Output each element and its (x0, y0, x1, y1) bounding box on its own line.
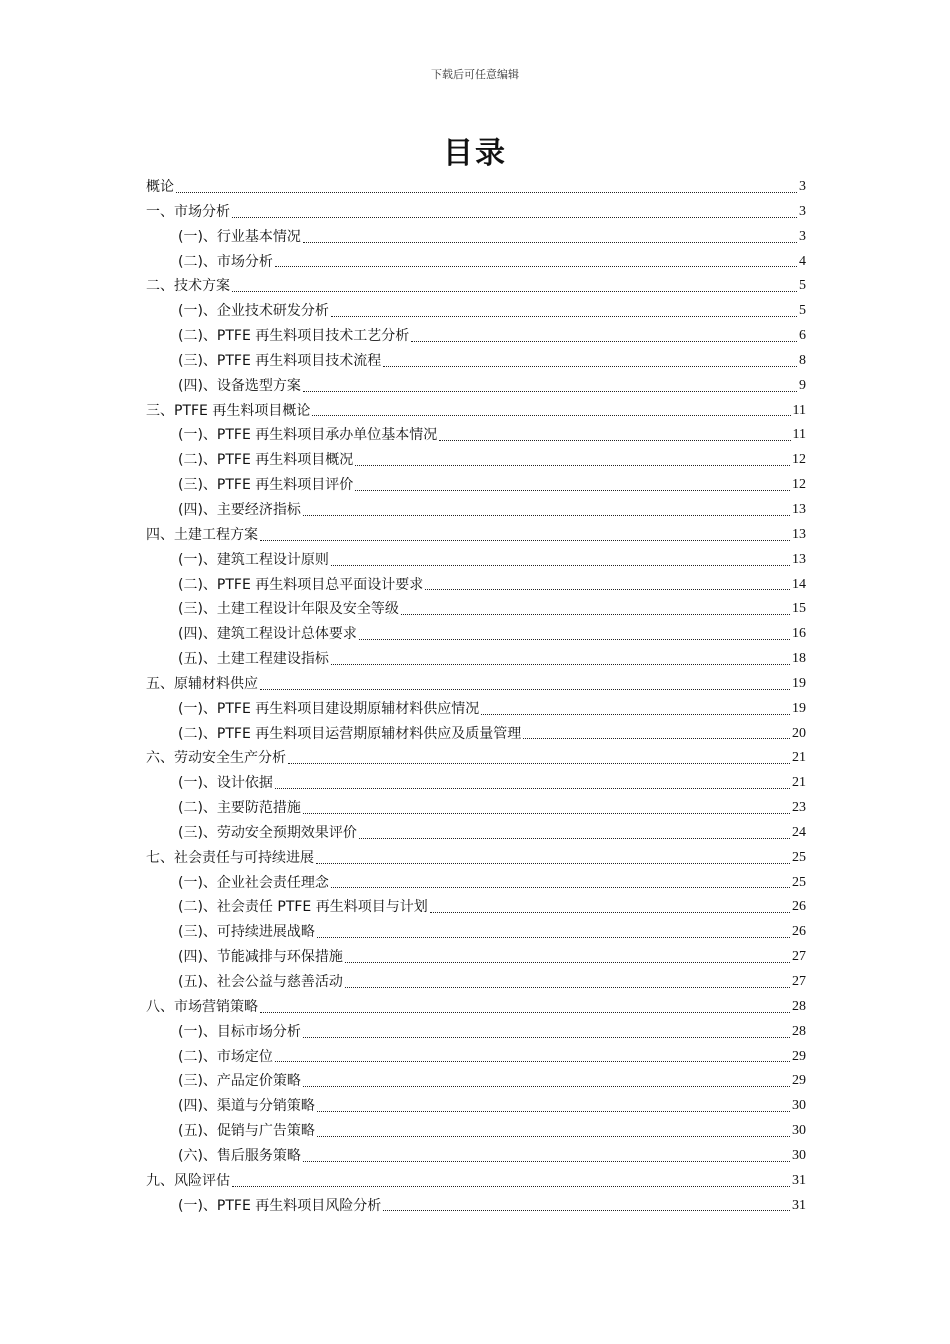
toc-entry[interactable] (146, 970, 806, 995)
toc-entry-label: (四)、渠道与分销策略 (178, 1098, 315, 1115)
toc-entry[interactable] (146, 895, 806, 920)
toc-entry-page: 12 (792, 452, 806, 468)
toc-entry[interactable] (146, 1194, 806, 1219)
dot-leader (316, 863, 790, 864)
toc-entry-label: 七、社会责任与可持续进展 (146, 849, 314, 866)
toc-entry-label: (一)、PTFE 再生料项目承办单位基本情况 (178, 427, 438, 444)
toc-entry-label: 一、市场分析 (146, 203, 230, 220)
toc-entry-label: (一)、行业基本情况 (178, 228, 301, 245)
toc-entry-label: (五)、社会公益与慈善活动 (178, 974, 343, 990)
dot-leader (303, 1161, 790, 1162)
toc-entry-page: 3 (799, 228, 806, 244)
toc-entry-page: 20 (792, 725, 806, 741)
dot-leader (260, 689, 790, 690)
toc-title: 目录 (443, 136, 507, 171)
toc-entry-page: 19 (792, 700, 806, 716)
toc-entry[interactable] (146, 473, 806, 498)
toc-entry-page: 23 (792, 800, 806, 816)
dot-leader (345, 987, 790, 988)
toc-entry-page: 12 (792, 477, 806, 493)
toc-entry-page: 13 (792, 551, 806, 567)
dot-leader (317, 1136, 790, 1137)
toc-entry-label: (一)、设计依据 (178, 775, 273, 792)
toc-entry-label: (三)、PTFE 再生料项目评价 (178, 477, 354, 494)
dot-leader (481, 714, 790, 715)
toc-entry-label: (二)、PTFE 再生料项目运营期原辅材料供应及质量管理 (178, 725, 522, 742)
toc-entry[interactable] (146, 548, 806, 573)
dot-leader (411, 341, 797, 342)
toc-entry[interactable] (146, 871, 806, 896)
toc-entry-page: 13 (792, 526, 806, 542)
toc-entry-label: (四)、节能减排与环保措施 (178, 949, 343, 966)
toc-entry[interactable] (146, 349, 806, 374)
toc-entry[interactable] (146, 1020, 806, 1045)
toc-entry-page: 15 (792, 601, 806, 617)
toc-entry-page: 21 (792, 775, 806, 791)
toc-entry[interactable] (146, 796, 806, 821)
toc-entry-page: 13 (792, 501, 806, 517)
toc-entry[interactable] (146, 597, 806, 622)
toc-entry[interactable] (146, 374, 806, 399)
toc-entry-label: (二)、主要防范措施 (178, 800, 301, 817)
toc-entry-label: 四、土建工程方案 (146, 526, 258, 543)
dot-leader (275, 1061, 790, 1062)
dot-leader (383, 366, 797, 367)
dot-leader (345, 962, 790, 963)
toc-entry-label: 九、风险评估 (146, 1172, 230, 1189)
dot-leader (331, 316, 797, 317)
toc-entry-page: 31 (792, 1172, 806, 1188)
toc-entry[interactable] (146, 225, 806, 250)
toc-entry[interactable] (146, 423, 806, 448)
toc-entry-label: 八、市场营销策略 (146, 998, 258, 1015)
toc-entry-label: 概论 (146, 179, 174, 195)
toc-entry-label: (四)、建筑工程设计总体要求 (178, 626, 357, 643)
toc-entry-label: (一)、目标市场分析 (178, 1023, 301, 1040)
toc-entry-label: (二)、市场分析 (178, 253, 273, 270)
dot-leader (355, 490, 790, 491)
dot-leader (331, 565, 790, 566)
toc-entry[interactable] (146, 175, 806, 200)
dot-leader (288, 763, 790, 764)
dot-leader (260, 1012, 790, 1013)
toc-entry[interactable] (146, 523, 806, 548)
dot-leader (331, 887, 790, 888)
toc-entry-page: 30 (792, 1147, 806, 1163)
dot-leader (303, 1037, 790, 1038)
dot-leader (317, 937, 790, 938)
toc-entry-page: 25 (792, 849, 806, 865)
toc-entry-label: (一)、建筑工程设计原则 (178, 551, 329, 568)
toc-entry-label: (三)、可持续进展战略 (178, 924, 315, 941)
toc-entry[interactable] (146, 448, 806, 473)
dot-leader (176, 192, 797, 193)
toc-entry[interactable] (146, 722, 806, 747)
toc-entry-page: 24 (792, 824, 806, 840)
toc-entry-page: 5 (799, 303, 806, 319)
dot-leader (303, 1086, 790, 1087)
dot-leader (359, 639, 790, 640)
dot-leader (439, 440, 790, 441)
toc-entry-label: (五)、土建工程建设指标 (178, 651, 329, 668)
toc-entry-label: (四)、主要经济指标 (178, 501, 301, 518)
page-header: 下载后可任意编辑 (431, 68, 519, 81)
dot-leader (303, 813, 790, 814)
toc-entry-label: 三、PTFE 再生料项目概论 (146, 402, 311, 419)
toc-entry-page: 3 (799, 203, 806, 219)
toc-entry-page: 14 (792, 576, 806, 592)
toc-entry-page: 29 (792, 1073, 806, 1089)
toc-entry[interactable] (146, 324, 806, 349)
dot-leader (303, 391, 797, 392)
dot-leader (355, 465, 790, 466)
table-of-contents (146, 175, 806, 1218)
toc-entry-page: 27 (792, 949, 806, 965)
toc-entry-label: (三)、土建工程设计年限及安全等级 (178, 601, 399, 618)
toc-entry-page: 27 (792, 974, 806, 989)
toc-entry-label: 五、原辅材料供应 (146, 675, 258, 692)
toc-entry-label: (一)、PTFE 再生料项目风险分析 (178, 1197, 382, 1214)
dot-leader (312, 415, 790, 416)
toc-entry-label: (一)、企业社会责任理念 (178, 874, 329, 891)
toc-entry-label: (四)、设备选型方案 (178, 377, 301, 394)
toc-entry-label: 二、技术方案 (146, 278, 230, 295)
toc-entry[interactable] (146, 299, 806, 324)
toc-entry-label: (三)、劳动安全预期效果评价 (178, 824, 357, 841)
dot-leader (275, 788, 790, 789)
toc-entry[interactable] (146, 746, 806, 771)
toc-entry-label: (一)、企业技术研发分析 (178, 303, 329, 320)
toc-entry[interactable] (146, 1069, 806, 1094)
toc-entry-page: 19 (792, 675, 806, 691)
dot-leader (317, 1111, 790, 1112)
toc-entry[interactable] (146, 771, 806, 796)
dot-leader (303, 242, 797, 243)
dot-leader (425, 589, 790, 590)
dot-leader (232, 291, 797, 292)
toc-entry[interactable] (146, 672, 806, 697)
toc-entry-page: 30 (792, 1123, 806, 1139)
toc-entry-page: 5 (799, 278, 806, 294)
toc-entry-page: 11 (792, 427, 806, 443)
toc-entry[interactable] (146, 1144, 806, 1169)
toc-entry-page: 9 (799, 377, 806, 393)
toc-entry-page: 26 (792, 899, 806, 915)
dot-leader (275, 266, 797, 267)
toc-entry-page: 28 (792, 998, 806, 1014)
toc-entry-page: 6 (799, 328, 806, 344)
toc-entry[interactable] (146, 846, 806, 871)
toc-entry[interactable] (146, 1119, 806, 1144)
toc-entry[interactable] (146, 250, 806, 275)
dot-leader (359, 838, 790, 839)
toc-entry-label: (六)、售后服务策略 (178, 1147, 301, 1164)
toc-entry-label: (二)、市场定位 (178, 1048, 273, 1065)
toc-entry-label: (二)、PTFE 再生料项目技术工艺分析 (178, 328, 410, 345)
toc-entry-page: 3 (799, 179, 806, 194)
toc-entry[interactable] (146, 1169, 806, 1194)
toc-entry[interactable] (146, 647, 806, 672)
toc-entry-page: 21 (792, 750, 806, 766)
toc-entry[interactable] (146, 399, 806, 424)
toc-entry[interactable] (146, 920, 806, 945)
toc-entry-label: (三)、PTFE 再生料项目技术流程 (178, 352, 382, 369)
toc-entry[interactable] (146, 200, 806, 225)
toc-entry-page: 16 (792, 626, 806, 642)
toc-entry[interactable] (146, 573, 806, 598)
dot-leader (523, 738, 790, 739)
toc-entry-page: 28 (792, 1023, 806, 1039)
dot-leader (303, 515, 790, 516)
toc-entry-page: 8 (799, 352, 806, 368)
dot-leader (232, 1186, 790, 1187)
toc-entry[interactable] (146, 1094, 806, 1119)
toc-entry-label: (三)、产品定价策略 (178, 1073, 301, 1090)
toc-entry-page: 18 (792, 651, 806, 667)
toc-entry[interactable] (146, 995, 806, 1020)
toc-entry-label: (二)、社会责任 PTFE 再生料项目与计划 (178, 899, 428, 916)
toc-entry-page: 31 (792, 1197, 806, 1213)
toc-entry-label: (二)、PTFE 再生料项目概况 (178, 452, 354, 469)
toc-entry-label: 六、劳动安全生产分析 (146, 750, 286, 767)
toc-entry[interactable] (146, 622, 806, 647)
toc-entry[interactable] (146, 821, 806, 846)
toc-entry[interactable] (146, 697, 806, 722)
toc-entry[interactable] (146, 945, 806, 970)
toc-entry-label: (一)、PTFE 再生料项目建设期原辅材料供应情况 (178, 700, 480, 717)
toc-entry[interactable] (146, 498, 806, 523)
dot-leader (430, 912, 790, 913)
toc-entry[interactable] (146, 1045, 806, 1070)
dot-leader (260, 540, 790, 541)
toc-entry-page: 4 (799, 253, 806, 269)
toc-entry-page: 30 (792, 1098, 806, 1114)
toc-entry-label: (五)、促销与广告策略 (178, 1123, 315, 1140)
dot-leader (401, 614, 790, 615)
toc-entry-label: (二)、PTFE 再生料项目总平面设计要求 (178, 576, 424, 593)
toc-entry-page: 11 (792, 402, 806, 418)
dot-leader (232, 217, 797, 218)
toc-entry-page: 29 (792, 1048, 806, 1064)
dot-leader (383, 1210, 790, 1211)
dot-leader (331, 664, 790, 665)
toc-entry-page: 25 (792, 874, 806, 890)
toc-entry-page: 26 (792, 924, 806, 940)
toc-entry[interactable] (146, 274, 806, 299)
